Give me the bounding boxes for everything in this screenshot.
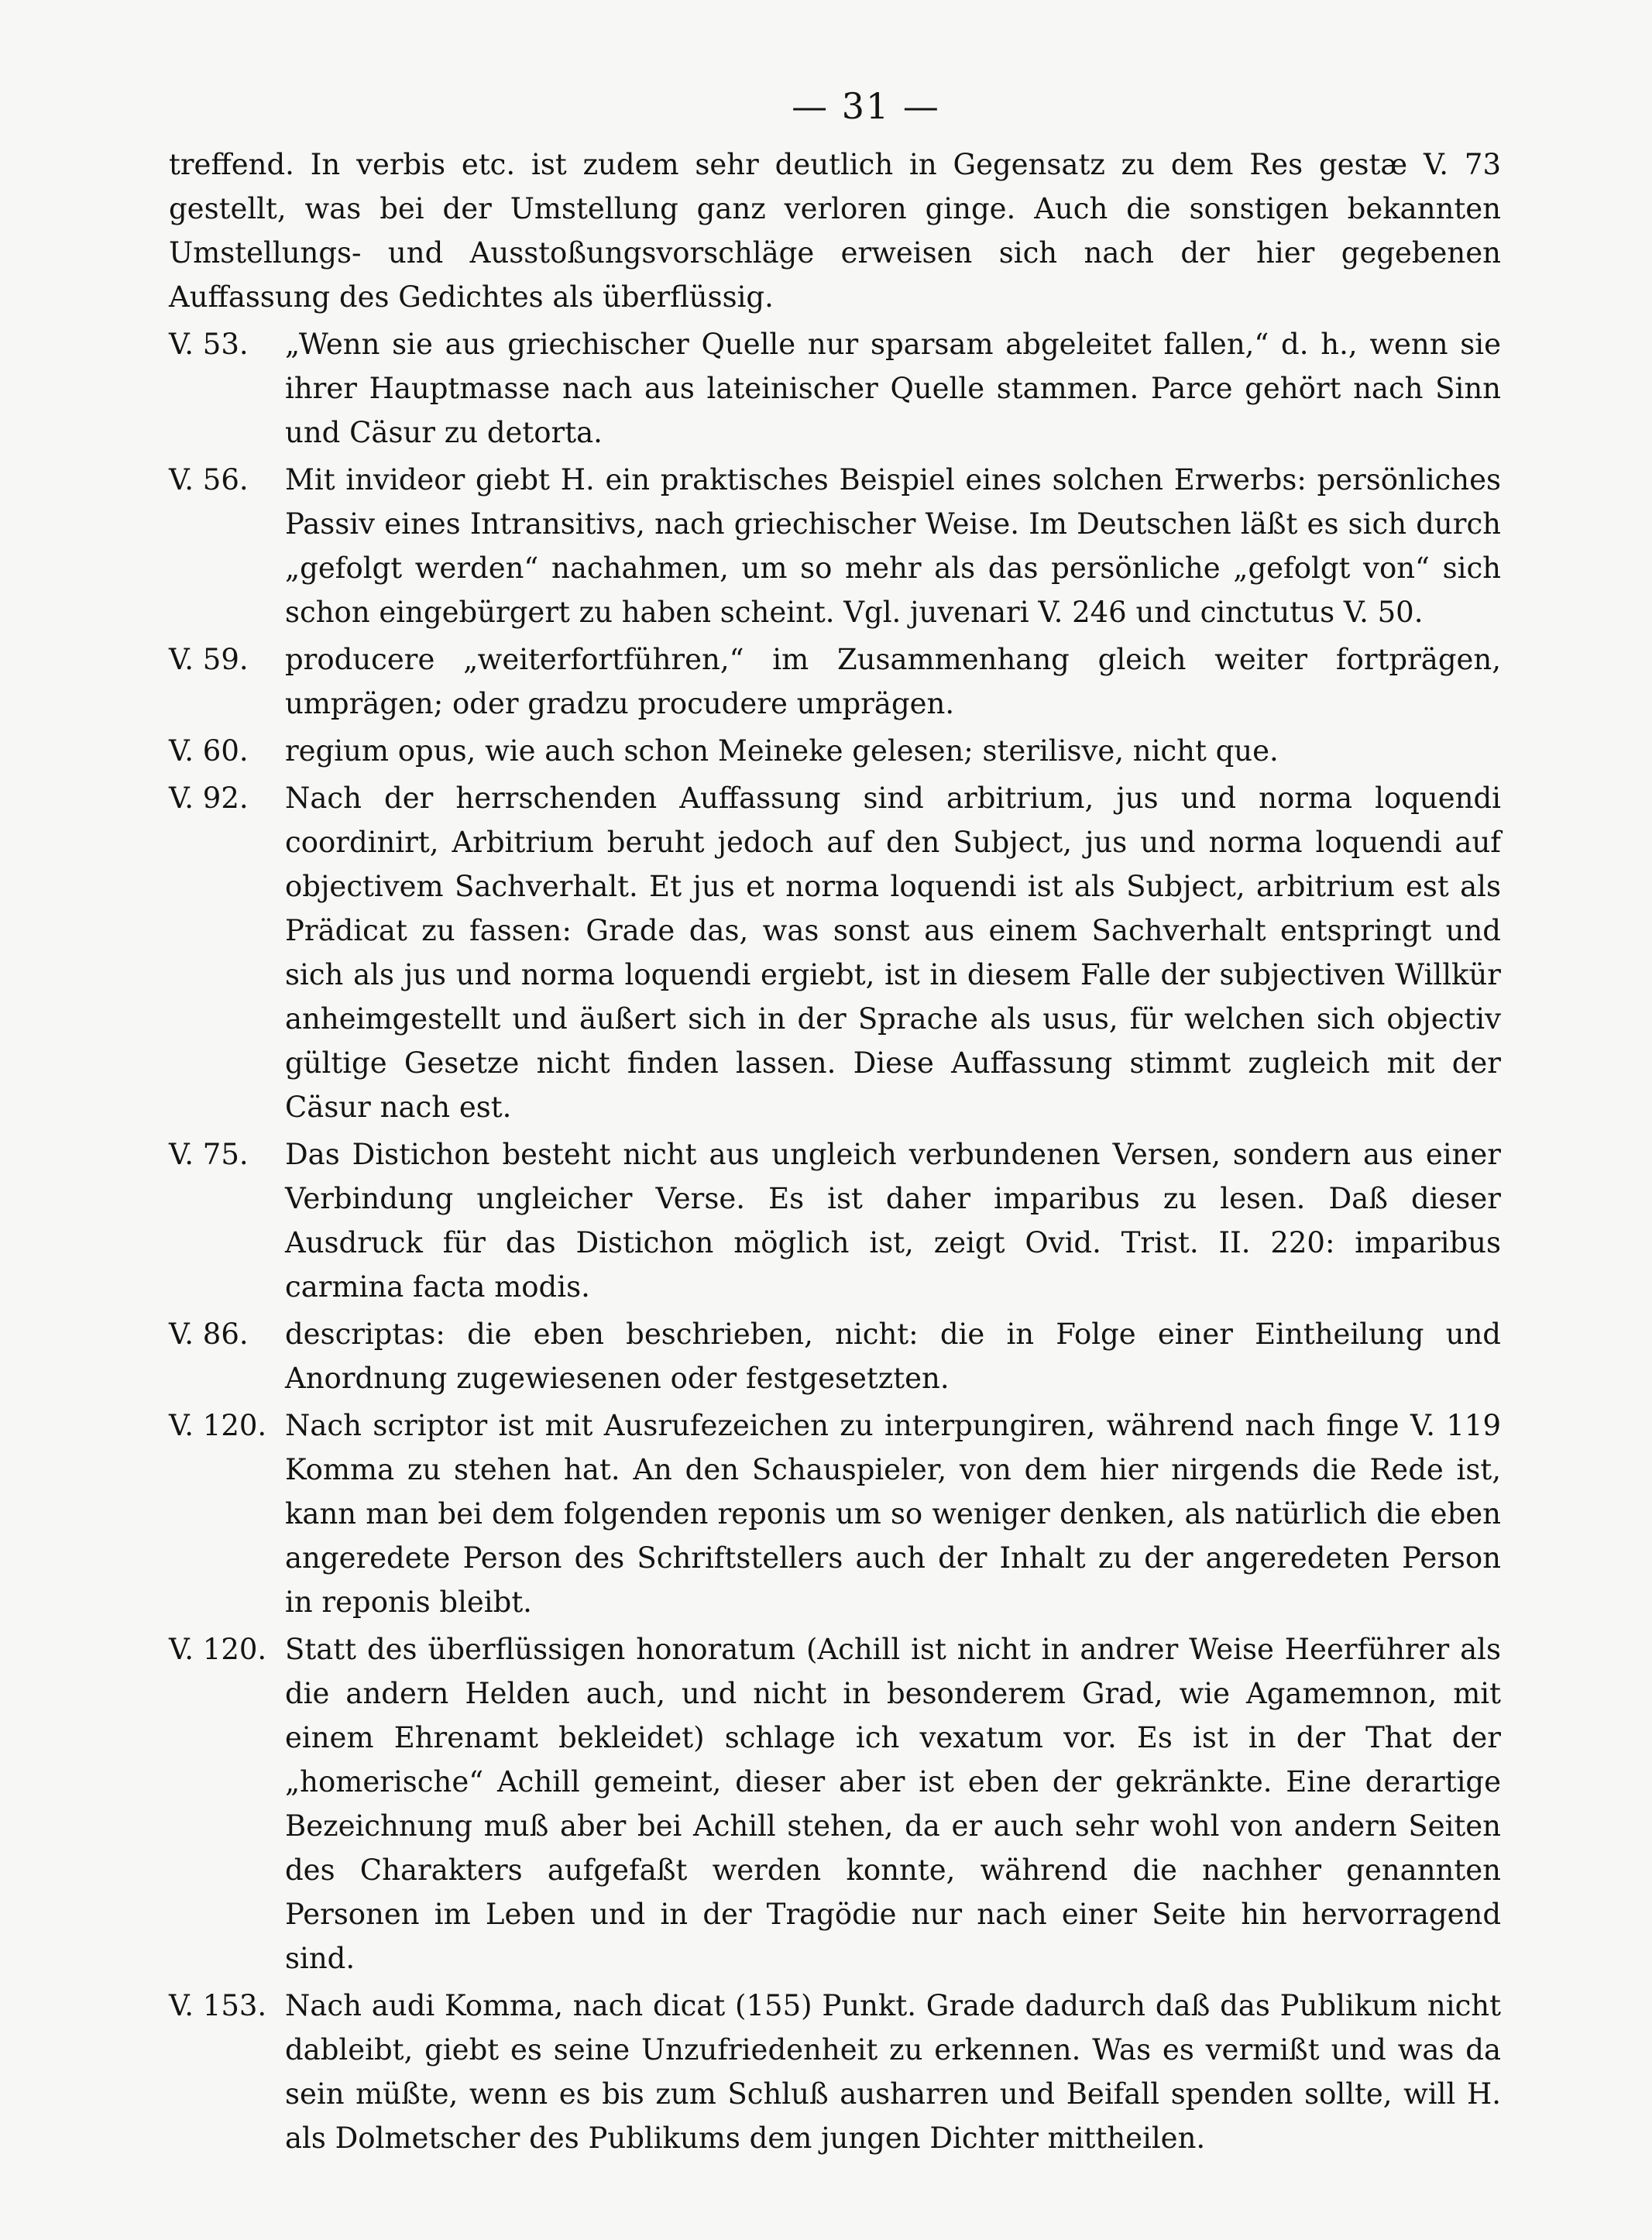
note-entry [169, 322, 1501, 455]
verse-reference: V. 120. [169, 1409, 267, 1442]
verse-reference: V. 92. [169, 782, 249, 815]
note-entry [169, 1132, 1501, 1309]
document-page [169, 85, 1501, 2160]
note-text: producere „weiterfortführen,“ im Zusammenhang gleich weiter fortprägen, umprägen; oder gradzu procudere umprägen. [285, 643, 1501, 720]
verse-reference: V. 86. [169, 1318, 249, 1351]
note-entry [169, 1627, 1501, 1981]
note-text: Nach audi Komma, nach dicat (155) Punkt. Grade dadurch daß das Publikum nicht dableibt, giebt es seine Unzufriedenheit zu erkennen. Was es vermißt und was da sein müßte, wenn es bis zum Schluß ausharren und Beifall spenden sollte, will H. als Dolmetscher des Publikums dem jungen Dichter mittheilen. [285, 1989, 1501, 2155]
note-entry [169, 1312, 1501, 1400]
note-text: Statt des überflüssigen honoratum (Achill ist nicht in andrer Weise Heerführer als die andern Helden auch, und nicht in besonderem Grad, wie Agamemnon, mit einem Ehrenamt bekleidet) schlage ich vexatum vor. Es ist in der That der „homerische“ Achill gemeint, dieser aber ist eben der gekränkte. Eine derartige Bezeichnung muß aber bei Achill stehen, da er auch sehr wohl von andern Seiten des Charakters aufgefaßt werden konnte, während die nachher genannten Personen im Leben und in der Tragödie nur nach einer Seite hin hervorragend sind. [285, 1633, 1501, 1975]
note-entry [169, 729, 1501, 773]
intro-paragraph: treffend. In verbis etc. ist zudem sehr deutlich in Gegensatz zu dem Res gestæ V. 73 gestellt, was bei der Umstellung ganz verloren ginge. Auch die sonstigen bekannten Umstellungs- und Ausstoßungsvorschläge erweisen sich nach der hier gegebenen Auffassung des Gedichtes als überflüssig. [169, 148, 1501, 314]
verse-reference: V. 60. [169, 734, 249, 768]
note-text: Nach scriptor ist mit Ausrufezeichen zu interpungiren, während nach finge V. 119 Komma zu stehen hat. An den Schauspieler, von dem hier nirgends die Rede ist, kann man bei dem folgenden reponis um so weniger denken, als natürlich die eben angeredete Person des Schriftstellers auch der Inhalt zu der angeredeten Person in reponis bleibt. [285, 1409, 1501, 1619]
page-number: — 31 — [792, 85, 940, 127]
note-text: descriptas: die eben beschrieben, nicht: die in Folge einer Eintheilung und Anordnung zugewiesenen oder festgesetzten. [285, 1318, 1501, 1395]
note-entry [169, 1984, 1501, 2160]
note-entry [169, 776, 1501, 1129]
verse-reference: V. 120. [169, 1633, 267, 1666]
note-text: Nach der herrschenden Auffassung sind arbitrium, jus und norma loquendi coordinirt, Arbitrium beruht jedoch auf den Subject, jus und norma loquendi auf objectivem Sachverhalt. Et jus et norma loquendi ist als Subject, arbitrium est als Prädicat zu fassen: Grade das, was sonst aus einem Sachverhalt entspringt und sich als jus und norma loquendi ergiebt, ist in diesem Falle der subjectiven Willkür anheimgestellt und äußert sich in der Sprache als usus, für welchen sich objectiv gültige Gesetze nicht finden lassen. Diese Auffassung stimmt zugleich mit der Cäsur nach est. [285, 782, 1501, 1124]
note-entry [169, 1403, 1501, 1624]
verse-reference: V. 59. [169, 643, 249, 676]
note-text: regium opus, wie auch schon Meineke gelesen; sterilisve, nicht que. [285, 734, 1279, 768]
note-text: Mit invideor giebt H. ein praktisches Beispiel eines solchen Erwerbs: persönliches Passiv eines Intransitivs, nach griechischer Weise. Im Deutschen läßt es sich durch „gefolgt werden“ nachahmen, um so mehr als das persönliche „gefolgt von“ sich schon eingebürgert zu haben scheint. Vgl. juvenari V. 246 und cinctutus V. 50. [285, 463, 1501, 629]
note-entry [169, 458, 1501, 634]
verse-reference: V. 53. [169, 328, 249, 361]
verse-reference: V. 75. [169, 1138, 249, 1171]
note-entry [169, 637, 1501, 726]
verse-reference: V. 56. [169, 463, 249, 496]
note-text: „Wenn sie aus griechischer Quelle nur sparsam abgeleitet fallen,“ d. h., wenn sie ihrer Hauptmasse nach aus lateinischer Quelle stammen. Parce gehört nach Sinn und Cäsur zu detorta. [285, 328, 1501, 449]
note-text: Das Distichon besteht nicht aus ungleich verbundenen Versen, sondern aus einer Verbindung ungleicher Verse. Es ist daher imparibus zu lesen. Daß dieser Ausdruck für das Distichon möglich ist, zeigt Ovid. Trist. II. 220: imparibus carmina facta modis. [285, 1138, 1501, 1304]
verse-reference: V. 153. [169, 1989, 267, 2022]
